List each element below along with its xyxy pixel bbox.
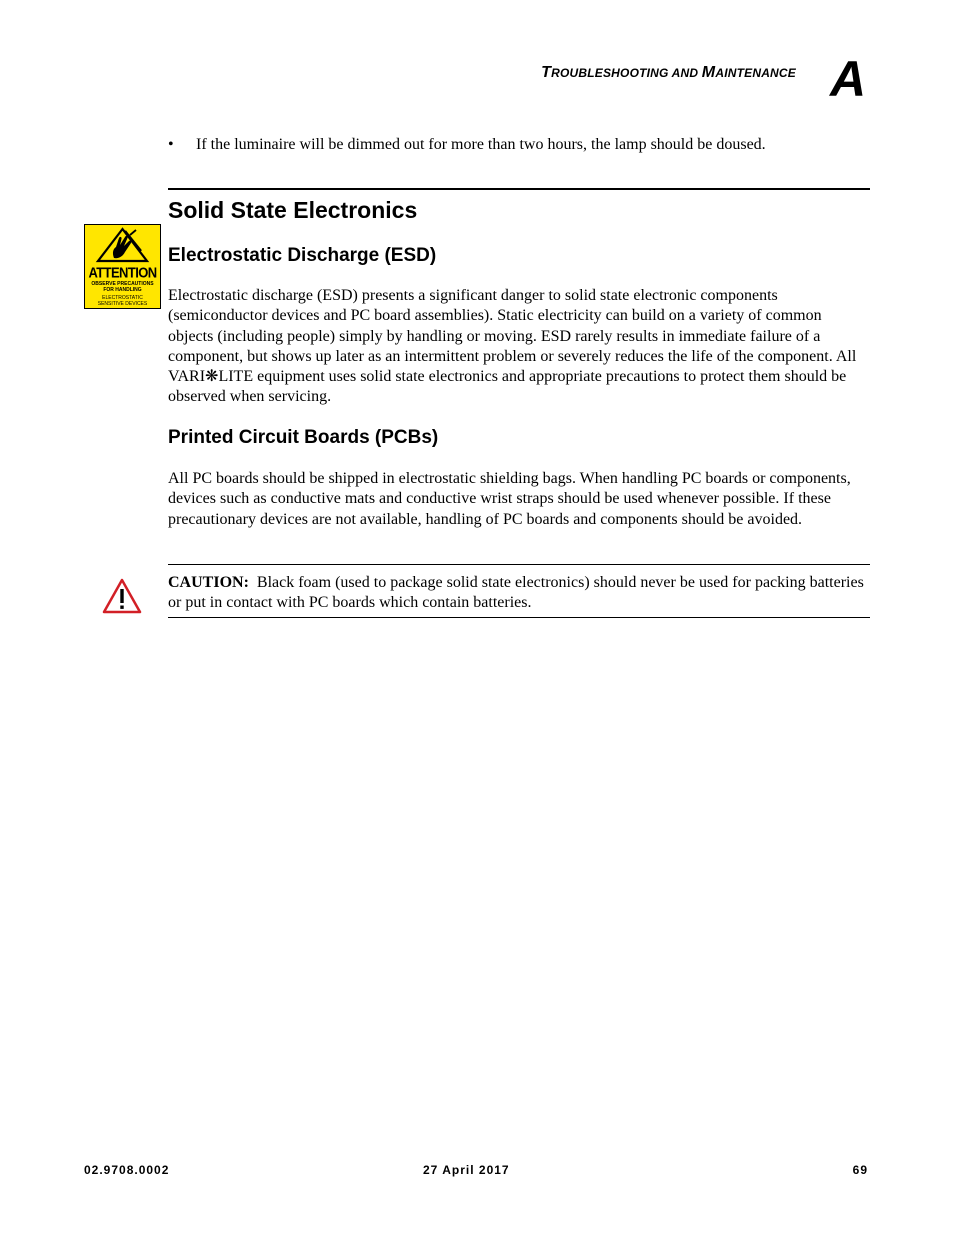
warning-triangle-icon (102, 578, 142, 614)
esd-devices-text (85, 295, 160, 307)
appendix-letter: A (830, 51, 867, 107)
esd-label-line2: FOR HANDLING (103, 287, 142, 293)
header-initial-m: M (701, 64, 716, 81)
bullet-text: If the luminaire will be dimmed out for more than two hours, the lamp should be doused. (196, 136, 766, 153)
section-rule (168, 188, 870, 190)
pcb-heading: Printed Circuit Boards (PCBs) (168, 427, 439, 448)
esd-label-line4: SENSITIVE DEVICES (97, 301, 148, 307)
esd-label-line1: OBSERVE PRECAUTIONS (91, 281, 154, 287)
caution-label: CAUTION: (168, 574, 249, 591)
header-initial-t: T (541, 64, 552, 81)
footer-page-number: 69 (852, 1163, 868, 1177)
esd-precautions-text (85, 281, 160, 293)
esd-attention-text: ATTENTION (88, 263, 157, 282)
pcb-paragraph: All PC boards should be shipped in electrostatic shielding bags. When handling PC boards or components, devices such as conductive mats and conductive wrist straps should be used whenever possible. If these precautionary devices are not available, handling of PC boards and components should be avoided. (168, 470, 851, 528)
caution-text: Black foam (used to package solid state electronics) should never be used for packing batteries or put in contact with PC boards which contain batteries. (168, 574, 864, 612)
header-word-maintenance: AINTENANCE (715, 66, 796, 80)
caution-bottom-rule (168, 617, 870, 618)
running-header (541, 64, 796, 82)
footer-date: 27 April 2017 (423, 1163, 510, 1177)
bullet-marker: • (168, 136, 174, 153)
esd-label-line3: ELECTROSTATIC (102, 295, 143, 301)
esd-attention-label (84, 224, 161, 309)
footer-doc-number: 02.9708.0002 (84, 1163, 170, 1177)
section-title: Solid State Electronics (168, 197, 418, 223)
esd-heading: Electrostatic Discharge (ESD) (168, 245, 437, 266)
esd-paragraph: Electrostatic discharge (ESD) presents a significant danger to solid state electronic components (semiconductor devices and PC board assemblies). Static electricity can build on a variety of common objects (including people) simply by handling or moving. ESD rarely results in immediate failure of a component, but shows up later as an intermittent problem or severely reduces the life of the component. All VARI❋LITE equipment uses solid state electronics and appropriate precautions to protect them should be observed when servicing. (168, 287, 857, 406)
esd-hand-icon (85, 225, 160, 265)
caution-top-rule (168, 564, 870, 565)
header-word-troubleshooting: ROUBLESHOOTING AND (551, 66, 702, 80)
caution-note (168, 573, 870, 614)
